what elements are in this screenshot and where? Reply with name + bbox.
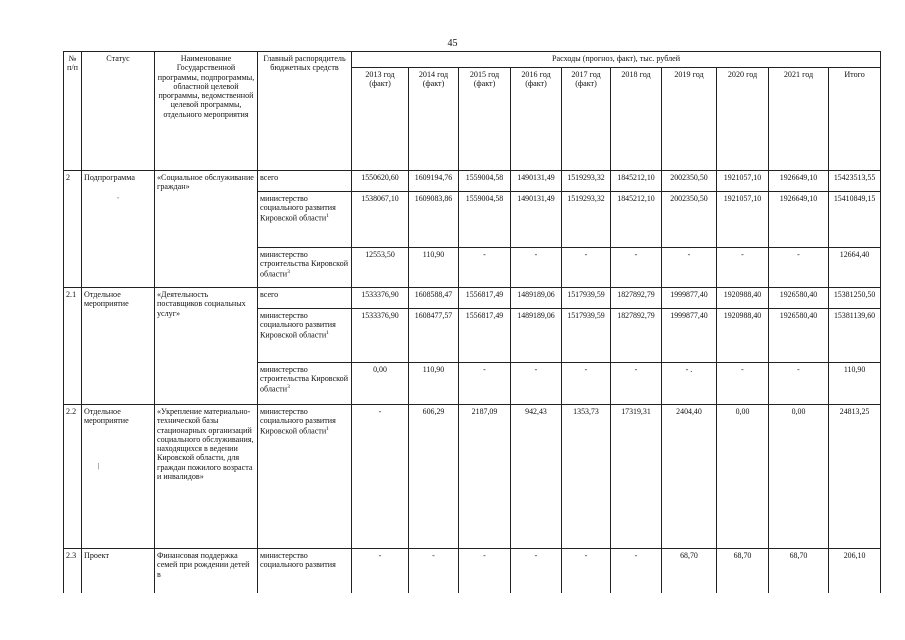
value-cell: 1517939,59 xyxy=(562,309,611,363)
value-cell: 1920988,40 xyxy=(717,288,769,309)
total-cell: 15381139,60 xyxy=(829,309,881,363)
row-name: «Деятельность поставщиков социальных услуг» xyxy=(155,288,258,405)
table-row xyxy=(64,171,881,192)
value-cell: 1489189,06 xyxy=(511,309,562,363)
value-cell: - xyxy=(717,248,769,288)
distributor-cell xyxy=(258,405,352,549)
value-cell: - xyxy=(769,248,829,288)
value-cell: 0,00 xyxy=(352,363,409,405)
total-cell: 24813,25 xyxy=(829,405,881,549)
header-year: 2016 год (факт) xyxy=(511,68,562,171)
value-cell: 1926649,10 xyxy=(769,192,829,248)
value-cell: 0,00 xyxy=(717,405,769,549)
header-year: 2018 год xyxy=(611,68,662,171)
distributor-cell: министерство социального развития xyxy=(258,549,352,593)
footnote-mark: 3 xyxy=(287,383,290,390)
distributor-text: министерство строительства Кировской области xyxy=(260,365,349,394)
distributor-text: министерство социального развития Кировской области xyxy=(260,194,336,223)
value-cell: 1845212,10 xyxy=(611,192,662,248)
header-num: № п/п xyxy=(64,52,82,171)
value-cell: 1556817,49 xyxy=(459,309,511,363)
value-cell: 2002350,50 xyxy=(662,171,717,192)
row-status xyxy=(82,405,155,549)
distributor-cell: всего xyxy=(258,171,352,192)
value-cell: 1490131,49 xyxy=(511,192,562,248)
table-row xyxy=(64,549,881,593)
value-cell: 68,70 xyxy=(769,549,829,593)
value-cell: 1556817,49 xyxy=(459,288,511,309)
distributor-cell xyxy=(258,363,352,405)
value-cell: 1538067,10 xyxy=(352,192,409,248)
distributor-cell: всего xyxy=(258,288,352,309)
value-cell: 2187,09 xyxy=(459,405,511,549)
footnote-mark: 3 xyxy=(287,268,290,275)
value-cell: 1609194,76 xyxy=(409,171,459,192)
value-cell: 1533376,90 xyxy=(352,309,409,363)
distributor-text: министерство социального развития Кировской области xyxy=(260,407,336,436)
value-cell: - xyxy=(459,549,511,593)
value-cell: - xyxy=(459,363,511,405)
value-cell: - xyxy=(352,549,409,593)
value-cell: 1489189,06 xyxy=(511,288,562,309)
value-cell: - xyxy=(562,363,611,405)
header-year: 2020 год xyxy=(717,68,769,171)
value-cell: - xyxy=(352,405,409,549)
row-number: 2.3 xyxy=(64,549,82,593)
value-cell: 2002350,50 xyxy=(662,192,717,248)
value-cell: 0,00 xyxy=(769,405,829,549)
header-year: 2019 год xyxy=(662,68,717,171)
footnote-mark: 1 xyxy=(326,425,329,432)
value-cell: - xyxy=(459,248,511,288)
value-cell: 1845212,10 xyxy=(611,171,662,192)
header-year: 2017 год (факт) xyxy=(562,68,611,171)
value-cell: 1921057,10 xyxy=(717,171,769,192)
value-cell: - . xyxy=(662,363,717,405)
value-cell: 1533376,90 xyxy=(352,288,409,309)
row-name: «Социальное обслуживание граждан» xyxy=(155,171,258,288)
value-cell: 1608477,57 xyxy=(409,309,459,363)
distributor-cell xyxy=(258,248,352,288)
total-cell: 15381250,50 xyxy=(829,288,881,309)
value-cell: - xyxy=(662,248,717,288)
row-number: 2 xyxy=(64,171,82,288)
value-cell: 1921057,10 xyxy=(717,192,769,248)
value-cell: 12553,50 xyxy=(352,248,409,288)
value-cell: 1999877,40 xyxy=(662,288,717,309)
value-cell: 17319,31 xyxy=(611,405,662,549)
value-cell: 1999877,40 xyxy=(662,309,717,363)
value-cell: - xyxy=(611,549,662,593)
value-cell: 1920988,40 xyxy=(717,309,769,363)
value-cell: 1519293,32 xyxy=(562,192,611,248)
value-cell: 1559004,58 xyxy=(459,192,511,248)
distributor-text: министерство строительства Кировской области xyxy=(260,250,349,279)
value-cell: - xyxy=(511,248,562,288)
footnote-mark: 1 xyxy=(326,212,329,219)
value-cell: 1926649,10 xyxy=(769,171,829,192)
value-cell: 2404,40 xyxy=(662,405,717,549)
value-cell: 1519293,32 xyxy=(562,171,611,192)
header-year: 2015 год (факт) xyxy=(459,68,511,171)
value-cell: 1490131,49 xyxy=(511,171,562,192)
row-name: Финансовая поддержка семей при рождении детей в xyxy=(155,549,258,593)
value-cell: - xyxy=(611,248,662,288)
value-cell: 1550620,60 xyxy=(352,171,409,192)
total-cell: 110,90 xyxy=(829,363,881,405)
row-status: Отдельное мероприятие xyxy=(82,288,155,405)
distributor-cell xyxy=(258,309,352,363)
total-cell: 15423513,55 xyxy=(829,171,881,192)
row-number: 2.2 xyxy=(64,405,82,549)
header-year: 2021 год xyxy=(769,68,829,171)
header-year: 2014 год (факт) xyxy=(409,68,459,171)
footnote-mark: 1 xyxy=(326,329,329,336)
value-cell: - xyxy=(511,363,562,405)
value-cell: 1827892,79 xyxy=(611,309,662,363)
row-status xyxy=(82,171,155,288)
value-cell: - xyxy=(562,248,611,288)
value-cell: 1609083,86 xyxy=(409,192,459,248)
table-row xyxy=(64,405,881,549)
value-cell: 1559004,58 xyxy=(459,171,511,192)
value-cell: - xyxy=(409,549,459,593)
value-cell: 942,43 xyxy=(511,405,562,549)
value-cell: 68,70 xyxy=(662,549,717,593)
value-cell: 1827892,79 xyxy=(611,288,662,309)
status-text: Отдельное мероприятие xyxy=(84,407,129,426)
value-cell: - xyxy=(562,549,611,593)
row-number: 2.1 xyxy=(64,288,82,405)
row-status: Проект xyxy=(82,549,155,593)
header-name: Наименование Государственной программы, подпрограммы, областной целевой программы, ведомственной целевой программы, отдельного мероприятия xyxy=(155,52,258,171)
total-cell: 206,10 xyxy=(829,549,881,593)
value-cell: 1608588,47 xyxy=(409,288,459,309)
page-number: 45 xyxy=(447,38,458,49)
row-name: «Укрепление материально-технической базы стационарных организаций социального обслуживания, находящихся в ведении Кировской области, для граждан пожилого возраста и инвалидов» xyxy=(155,405,258,549)
value-cell: 1926580,40 xyxy=(769,309,829,363)
table-row xyxy=(64,288,881,309)
value-cell: 68,70 xyxy=(717,549,769,593)
value-cell: 1926580,40 xyxy=(769,288,829,309)
header-expenses: Расходы (прогноз, факт), тыс. рублей xyxy=(352,52,881,68)
value-cell: - xyxy=(511,549,562,593)
value-cell: 1353,73 xyxy=(562,405,611,549)
status-text: Подпрограмма xyxy=(84,173,135,182)
margin-mark: ' xyxy=(117,196,119,205)
value-cell: - xyxy=(611,363,662,405)
total-cell: 15410849,15 xyxy=(829,192,881,248)
value-cell: - xyxy=(769,363,829,405)
margin-mark: | xyxy=(98,461,100,470)
header-status: Статус xyxy=(82,52,155,171)
value-cell: 1517939,59 xyxy=(562,288,611,309)
total-cell: 12664,40 xyxy=(829,248,881,288)
budget-table xyxy=(63,51,881,593)
value-cell: 110,90 xyxy=(409,248,459,288)
distributor-cell xyxy=(258,192,352,248)
header-distributor: Главный распорядитель бюджетных средств xyxy=(258,52,352,171)
header-total: Итого xyxy=(829,68,881,171)
value-cell: - xyxy=(717,363,769,405)
distributor-text: министерство социального развития Кировской области xyxy=(260,311,336,340)
header-year: 2013 год (факт) xyxy=(352,68,409,171)
value-cell: 606,29 xyxy=(409,405,459,549)
value-cell: 110,90 xyxy=(409,363,459,405)
